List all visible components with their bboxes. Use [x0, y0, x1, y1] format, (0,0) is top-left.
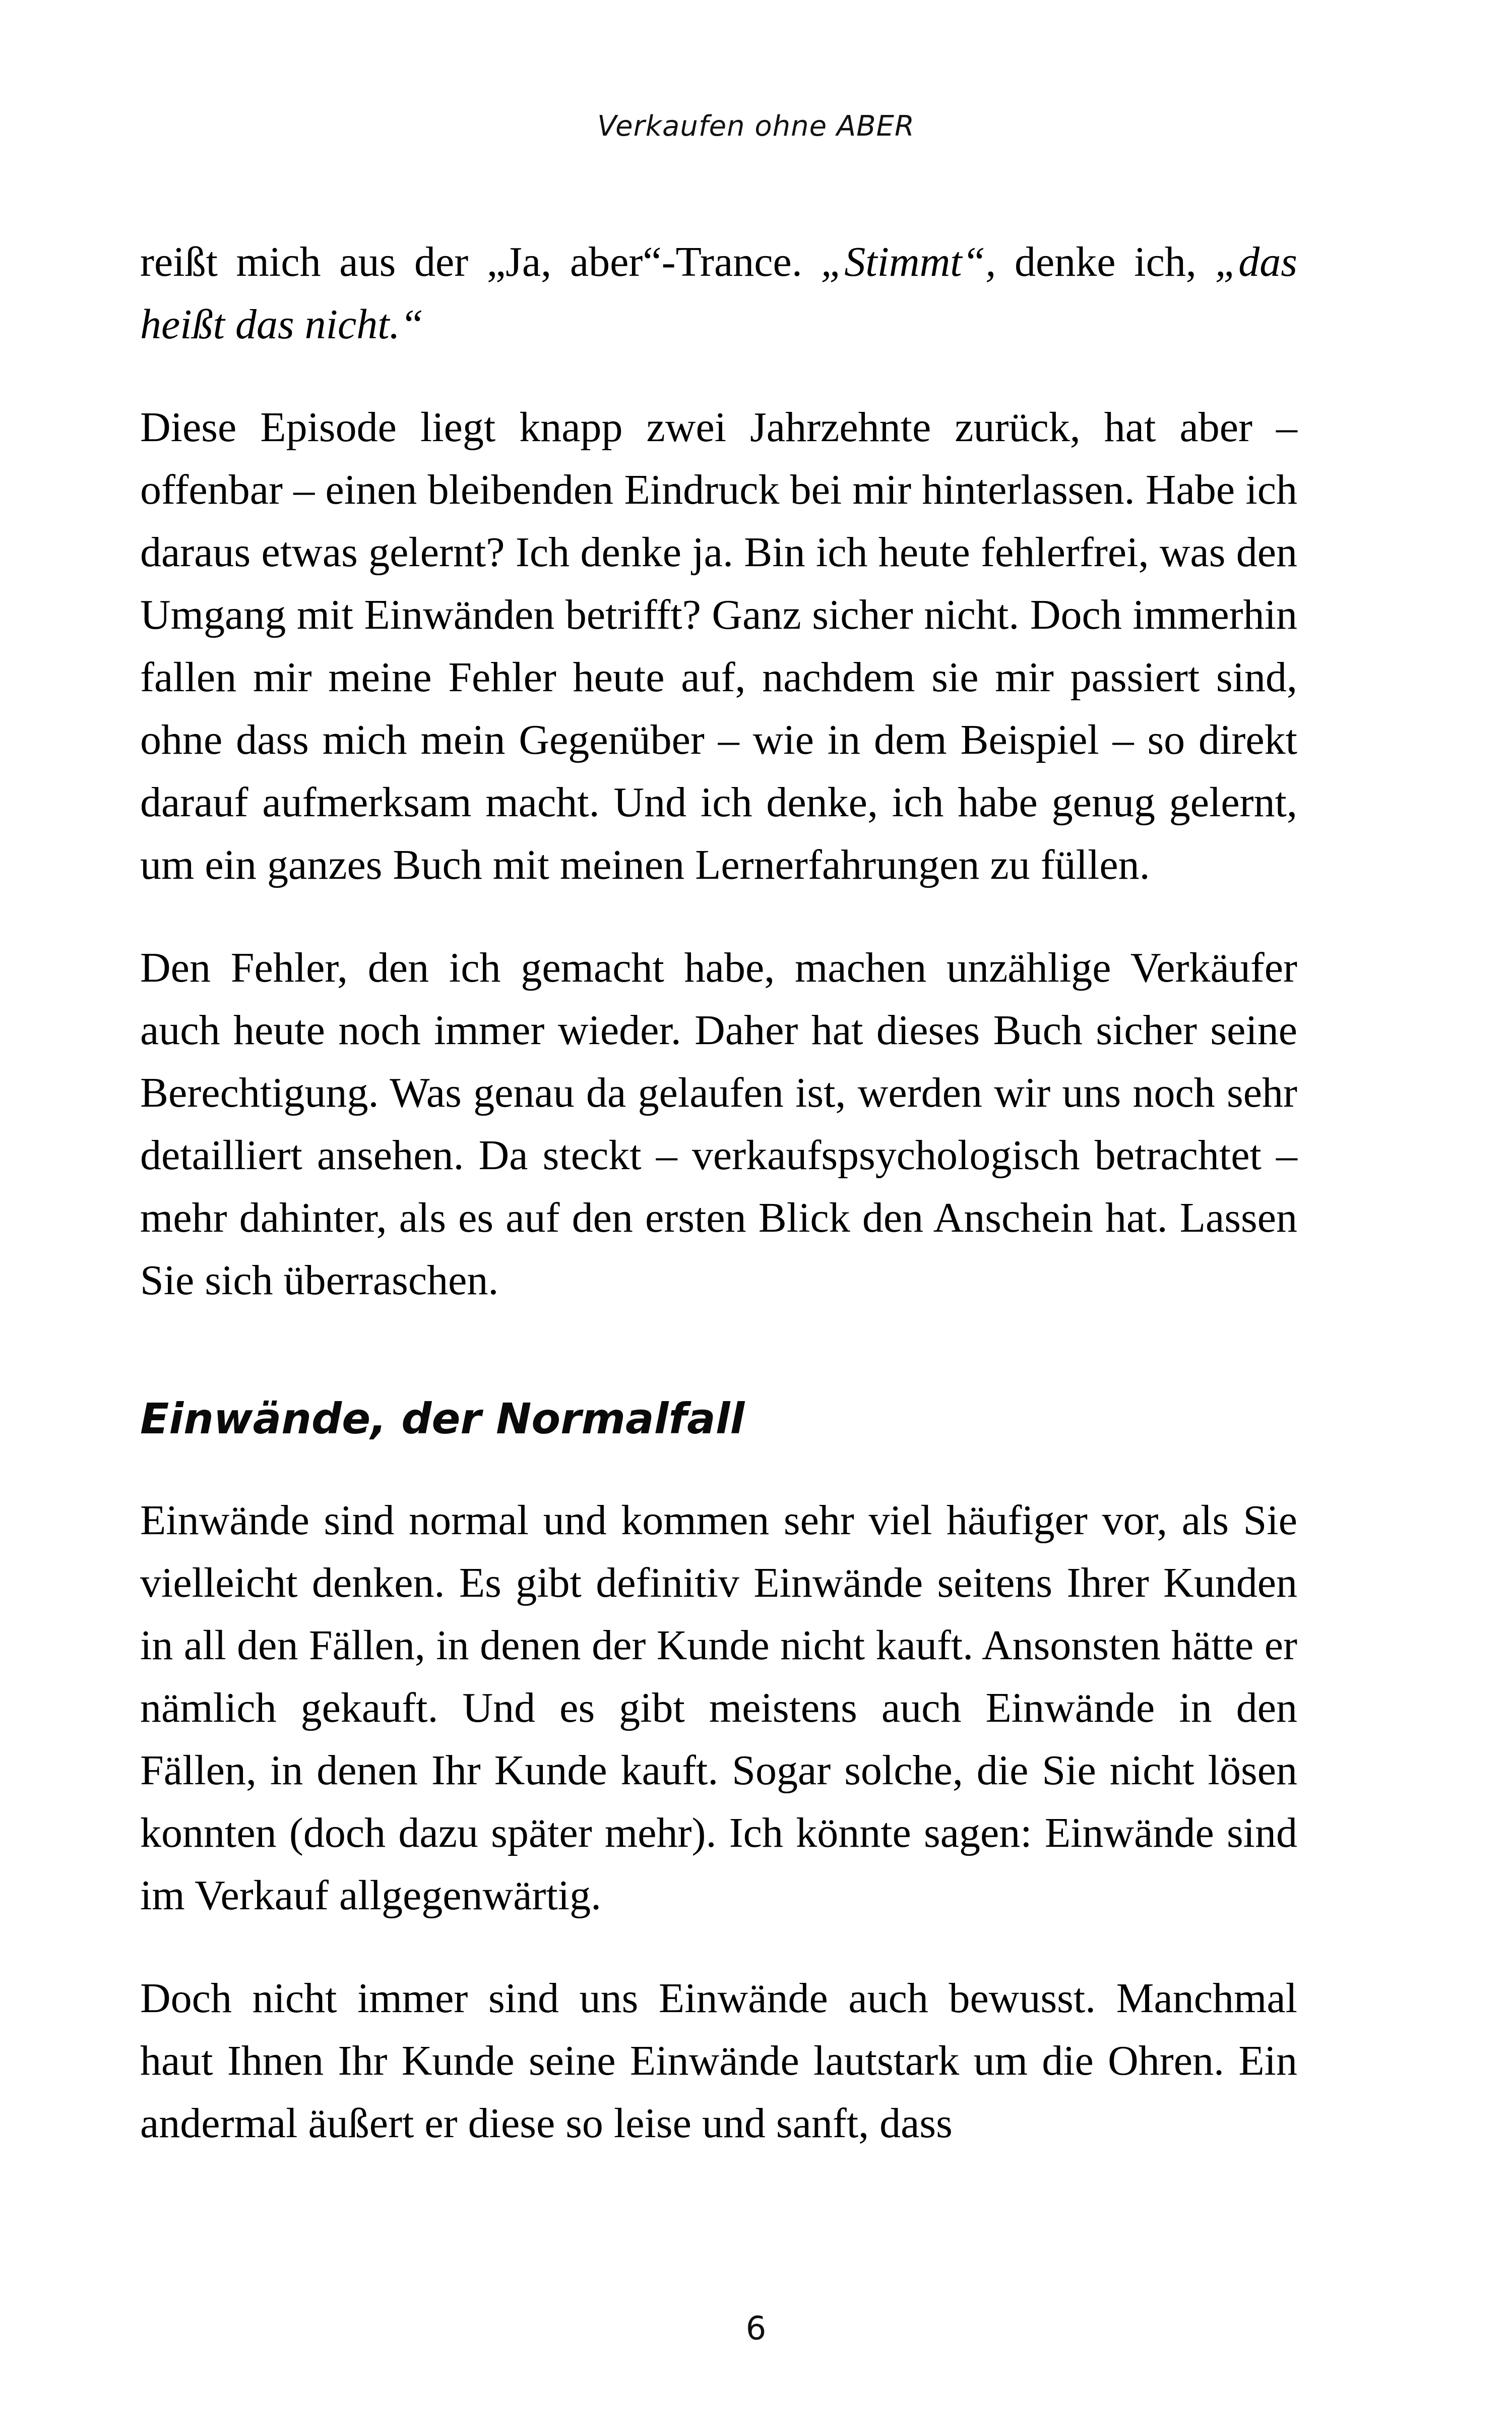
paragraph-3: Den Fehler, den ich gemacht habe, machen unzählige Verkäufer auch heute noch immer wieder. Daher hat dieses Buch sicher seine Berechtigung. Was genau da gelaufen ist, werden wir uns noch sehr detailliert ansehen. Da steckt – verkaufspsychologisch betrachtet – mehr dahinter, als es auf den ersten Blick den Anschein hat. Lassen Sie sich überraschen.: [140, 944, 1297, 1304]
paragraph-1-emphasis-b: „das heißt das nicht.“: [140, 238, 1297, 348]
paragraph-1-emphasis-a: „Stimmt“,: [821, 238, 996, 285]
paragraph-1-text-a: reißt mich aus der „Ja, aber“-Trance.: [140, 238, 821, 285]
page-number: 6: [745, 2310, 767, 2347]
body-text: [140, 231, 1297, 2195]
paragraph-1-text-b: denke ich,: [996, 238, 1215, 285]
section-paragraph-1: Einwände sind normal und kommen sehr viel häufiger vor, als Sie vielleicht denken. Es gibt definitiv Einwände seitens Ihrer Kunden in all den Fällen, in denen der Kunde nicht kauft. Ansonsten hätte er nämlich gekauft. Und es gibt meistens auch Einwände in den Fällen, in denen Ihr Kunde kauft. Sogar solche, die Sie nicht lösen konnten (doch dazu später mehr). Ich könnte sagen: Einwände sind im Verkauf allgegenwärtig.: [140, 1497, 1297, 1919]
running-header: Verkaufen ohne ABER: [597, 110, 915, 143]
section-heading: Einwände, der Normalfall: [140, 1394, 745, 1443]
paragraph-1: [140, 231, 1297, 356]
paragraph-2: Diese Episode liegt knapp zwei Jahrzehnte zurück, hat aber – offenbar – einen bleibenden Eindruck bei mir hinterlassen. Habe ich daraus etwas gelernt? Ich denke ja. Bin ich heute fehlerfrei, was den Umgang mit Einwänden betrifft? Ganz sicher nicht. Doch immerhin fallen mir meine Fehler heute auf, nachdem sie mir passiert sind, ohne dass mich mein Gegenüber – wie in dem Beispiel – so direkt darauf aufmerksam macht. Und ich denke, ich habe genug gelernt, um ein ganzes Buch mit meinen Lernerfahrungen zu füllen.: [140, 404, 1297, 888]
section-paragraph-2: Doch nicht immer sind uns Einwände auch bewusst. Manchmal haut Ihnen Ihr Kunde seine Einwände lautstark um die Ohren. Ein andermal äußert er diese so leise und sanft, dass: [140, 1975, 1297, 2147]
